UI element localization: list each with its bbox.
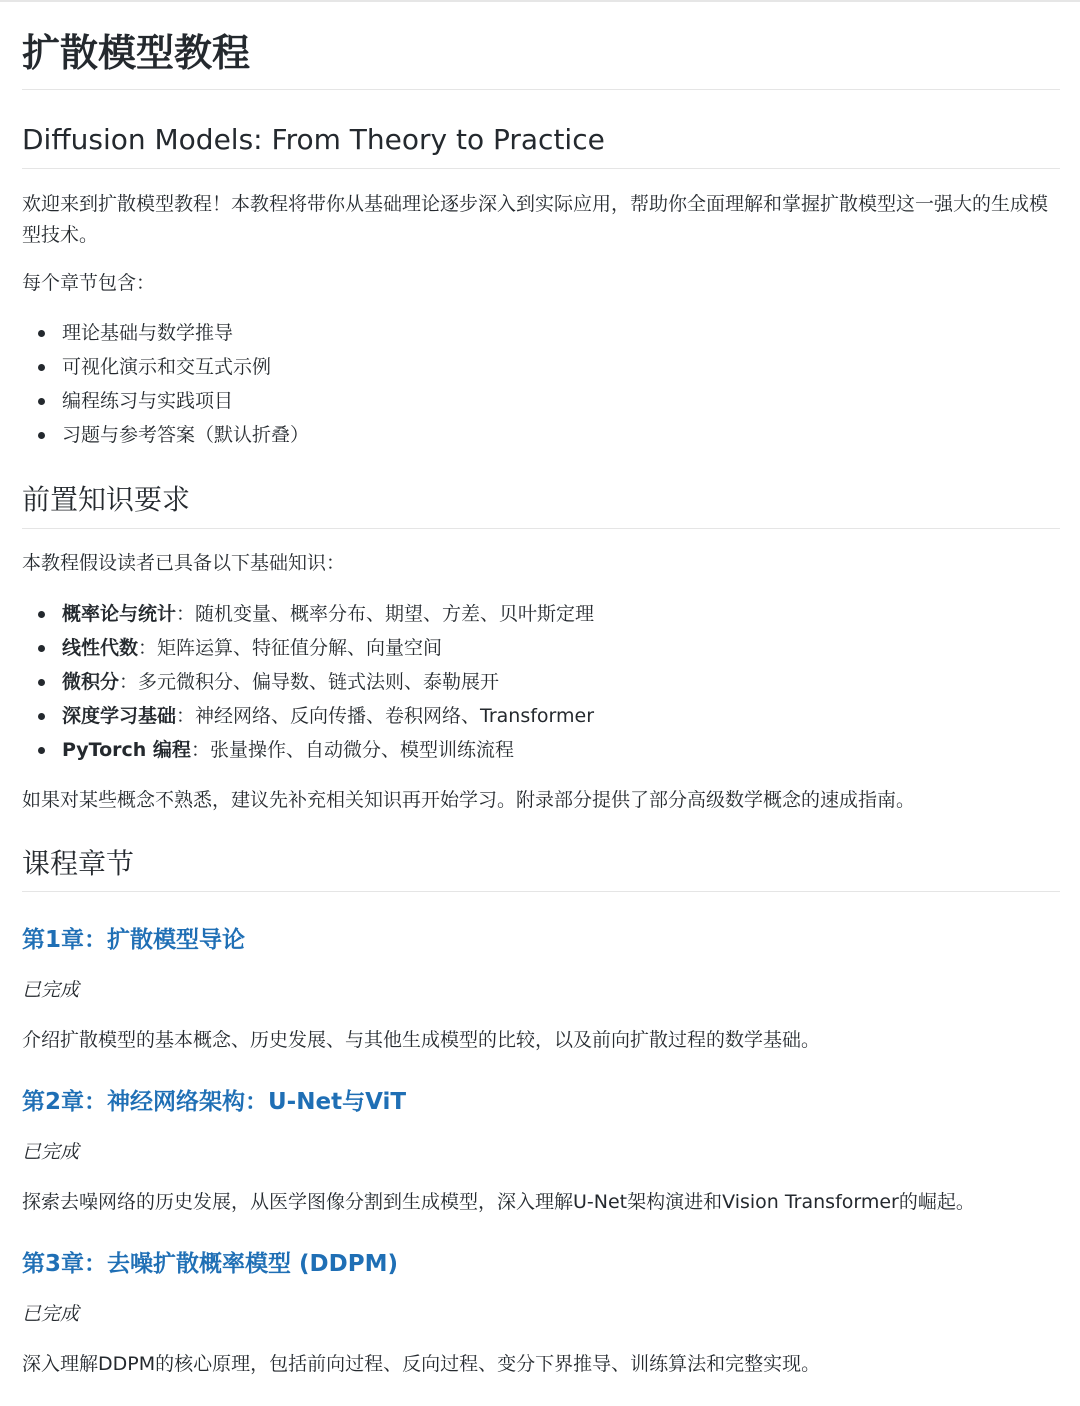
intro-paragraph: 欢迎来到扩散模型教程！本教程将带你从基础理论逐步深入到实际应用，帮助你全面理解和掌握扩散模型这一强大的生成模型技术。 <box>22 193 1049 246</box>
chapter-status-2: 已完成 <box>22 1141 80 1163</box>
chapters-heading: 课程章节 <box>22 847 135 880</box>
bullet-icon <box>38 432 45 439</box>
subtitle-divider <box>22 168 1060 169</box>
prereq-heading: 前置知识要求 <box>22 483 191 516</box>
bullet-icon <box>38 364 45 371</box>
chapter-status-3: 已完成 <box>22 1303 80 1325</box>
list-item: PyTorch 编程：张量操作、自动微分、模型训练流程 <box>22 733 1052 767</box>
contents-lead: 每个章节包含： <box>22 272 156 294</box>
prereq-lead: 本教程假设读者已具备以下基础知识： <box>22 552 346 574</box>
prereq-list <box>22 597 1052 767</box>
chapter-desc-3: 深入理解DDPM的核心原理，包括前向过程、反向过程、变分下界推导、训练算法和完整实现。 <box>22 1353 821 1375</box>
list-item: 微积分：多元微积分、偏导数、链式法则、泰勒展开 <box>22 665 1052 699</box>
bullet-icon <box>38 330 45 337</box>
bullet-icon <box>38 679 45 686</box>
list-item: 习题与参考答案（默认折叠） <box>22 418 1052 452</box>
list-item: 理论基础与数学推导 <box>22 316 1052 350</box>
prereq-note: 如果对某些概念不熟悉，建议先补充相关知识再开始学习。附录部分提供了部分高级数学概念的速成指南。 <box>22 789 916 811</box>
bullet-icon <box>38 611 45 618</box>
list-item: 深度学习基础：神经网络、反向传播、卷积网络、Transformer <box>22 699 1052 733</box>
subtitle-heading: Diffusion Models: From Theory to Practice <box>22 123 605 156</box>
title-divider <box>22 89 1060 90</box>
page-title: 扩散模型教程 <box>22 31 251 75</box>
list-item: 线性代数：矩阵运算、特征值分解、向量空间 <box>22 631 1052 665</box>
chapter-desc-1: 介绍扩散模型的基本概念、历史发展、与其他生成模型的比较，以及前向扩散过程的数学基础。 <box>22 1029 821 1051</box>
list-item: 可视化演示和交互式示例 <box>22 350 1052 384</box>
chapter-link-1[interactable]: 第1章：扩散模型导论 <box>22 927 246 953</box>
chapter-status-1: 已完成 <box>22 979 80 1001</box>
top-divider <box>0 0 1080 2</box>
chapter-desc-2: 探索去噪网络的历史发展，从医学图像分割到生成模型，深入理解U-Net架构演进和Vision Transformer的崛起。 <box>22 1191 975 1213</box>
list-item: 编程练习与实践项目 <box>22 384 1052 418</box>
bullet-icon <box>38 398 45 405</box>
chapters-divider <box>22 891 1060 892</box>
chapter-link-3[interactable]: 第3章：去噪扩散概率模型 (DDPM) <box>22 1251 398 1277</box>
list-item: 概率论与统计：随机变量、概率分布、期望、方差、贝叶斯定理 <box>22 597 1052 631</box>
chapter-link-2[interactable]: 第2章：神经网络架构：U-Net与ViT <box>22 1089 407 1115</box>
bullet-icon <box>38 747 45 754</box>
contents-list <box>22 316 1052 452</box>
bullet-icon <box>38 713 45 720</box>
bullet-icon <box>38 645 45 652</box>
prereq-divider <box>22 528 1060 529</box>
